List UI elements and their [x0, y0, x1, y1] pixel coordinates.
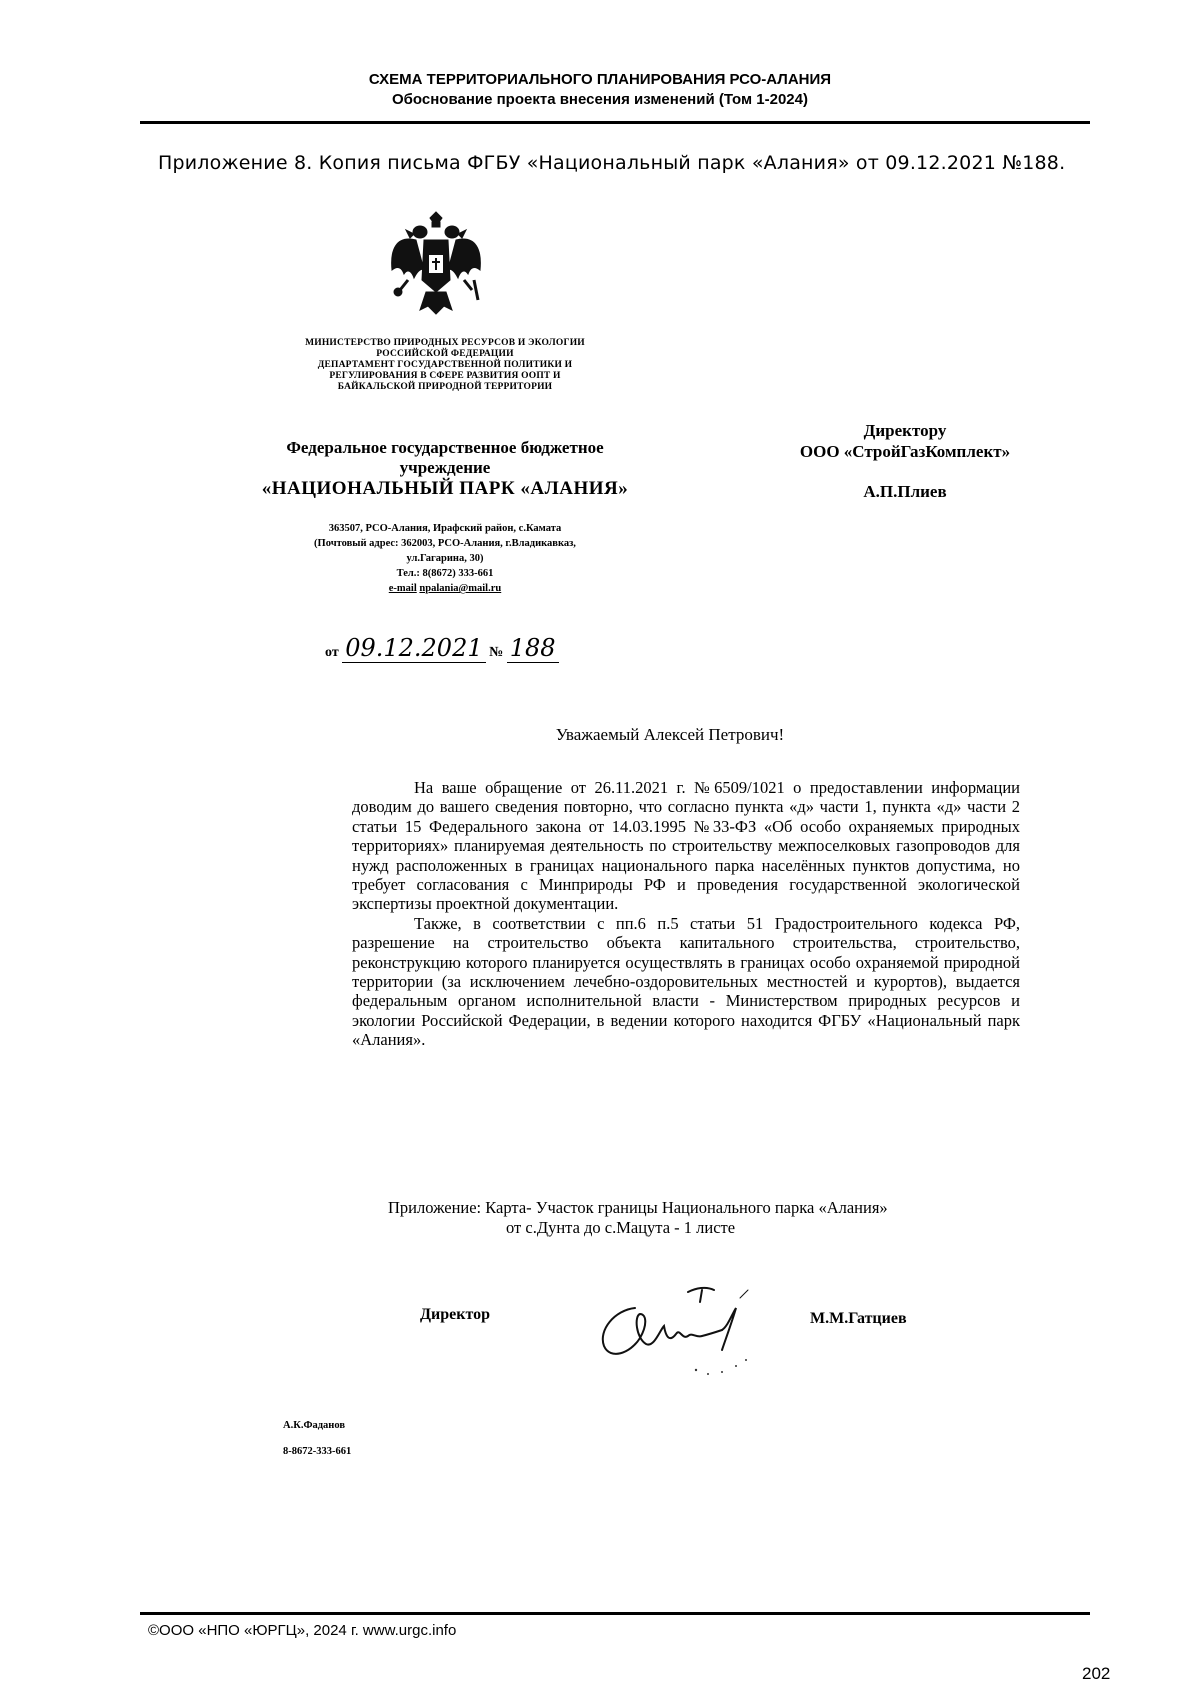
- executor-block: [283, 1413, 351, 1465]
- org-type: [240, 438, 650, 478]
- recipient-name: А.П.Плиев: [863, 482, 947, 501]
- org-name: «НАЦИОНАЛЬНЫЙ ПАРК «АЛАНИЯ»: [261, 478, 629, 499]
- reg-number-prefix: №: [489, 645, 504, 660]
- appendix-caption: Приложение 8. Копия письма ФГБУ «Национальный парк «Алания» от 09.12.2021 №188.: [158, 152, 1066, 174]
- ministry-line: ДЕПАРТАМЕНТ ГОСУДАРСТВЕННОЙ ПОЛИТИКИ И: [317, 360, 573, 370]
- address-line: Тел.: 8(8672) 333-661: [396, 568, 494, 579]
- signatory-name: М.М.Гатциев: [810, 1310, 907, 1327]
- coat-of-arms-emblem: [386, 210, 486, 320]
- address-line: (Почтовый адрес: 362003, РСО-Алания, г.Владикавказ,: [314, 538, 576, 549]
- reg-date: 09.12.2021: [342, 634, 485, 663]
- ministry-line: БАЙКАЛЬСКОЙ ПРИРОДНОЙ ТЕРРИТОРИИ: [337, 382, 553, 392]
- attachment-line: от с.Дунта до с.Мацута - 1 листе: [506, 1218, 736, 1237]
- document-title: СХЕМА ТЕРРИТОРИАЛЬНОГО ПЛАНИРОВАНИЯ РСО-АЛАНИЯ: [368, 71, 832, 88]
- ministry-line: МИНИСТЕРСТВО ПРИРОДНЫХ РЕСУРСОВ И ЭКОЛОГИИ: [305, 338, 585, 348]
- recipient-company: ООО «СтройГазКомплект»: [799, 442, 1011, 461]
- address-line: ул.Гагарина, 30): [406, 553, 484, 564]
- attachment-line: Приложение: Карта- Участок границы Национального парка «Алания»: [388, 1198, 888, 1217]
- footer-divider: [140, 1612, 1090, 1615]
- recipient-position: Директору: [863, 421, 947, 440]
- ministry-line: РЕГУЛИРОВАНИЯ В СФЕРЕ РАЗВИТИЯ ООПТ И: [329, 371, 561, 381]
- footer-copyright: ©ООО «НПО «ЮРГЦ», 2024 г. www.urgc.info: [148, 1622, 457, 1639]
- handwritten-signature: [590, 1268, 790, 1378]
- body-paragraph: На ваше обращение от 26.11.2021 г. №6509/1021 о предоставлении информации доводим до вашего сведения повторно, что согласно пункта «д» части 1, пункта «д» части 2 статьи 15 Федерального закона от 14.03.1995 №33-ФЗ «Об особо охраняемых природных территориях» планируемая деятельность по строительству межпоселковых газопроводов для нужд расположенных в границах национального парка населённых пунктов допустима, но требует согласования с Минприроды РФ и проведения государственной экологической экспертизы проектной документации.: [352, 778, 1020, 914]
- address-line: 363507, РСО-Алания, Ирафский район, с.Камата: [328, 523, 562, 534]
- org-type-line: Федеральное государственное бюджетное: [286, 438, 604, 457]
- email-line: [240, 581, 650, 596]
- signatory-title: Директор: [420, 1306, 490, 1323]
- reg-date-prefix: от: [325, 645, 339, 660]
- org-type-line: учреждение: [399, 458, 491, 477]
- page-number: 202: [1082, 1664, 1111, 1683]
- ministry-block: [250, 338, 640, 393]
- recipient-block: [755, 420, 1055, 502]
- ministry-line: РОССИЙСКОЙ ФЕДЕРАЦИИ: [376, 349, 514, 359]
- executor-phone: 8-8672-333-661: [283, 1446, 352, 1457]
- document-subtitle: Обоснование проекта внесения изменений (Том 1-2024): [392, 91, 808, 108]
- document-header: [0, 70, 1200, 110]
- email-label: e-mail: [388, 583, 417, 594]
- sender-address: [240, 521, 650, 596]
- executor-name: А.К.Фаданов: [283, 1420, 345, 1431]
- header-divider: [140, 121, 1090, 124]
- salutation: Уважаемый Алексей Петрович!: [555, 725, 785, 744]
- registration-line: [325, 634, 559, 662]
- attachment-note: [388, 1198, 988, 1238]
- body-paragraph: Также, в соответствии с пп.6 п.5 статьи 51 Градостроительного кодекса РФ, разрешение на строительство объекта капитального строительства, строительство, реконструкцию которого планируется осуществлять в границах особо охраняемой природной территории (за исключением лечебно-оздоровительных местностей и курортов), выдается федеральным органом исполнительной власти - Министерством природных ресурсов и экологии Российской Федерации, в ведении которого находится ФГБУ «Национальный парк «Алания».: [352, 913, 1020, 1050]
- reg-number: 188: [507, 634, 559, 663]
- letter-body: [352, 778, 1020, 1050]
- email-address: npalania@mail.ru: [419, 583, 502, 594]
